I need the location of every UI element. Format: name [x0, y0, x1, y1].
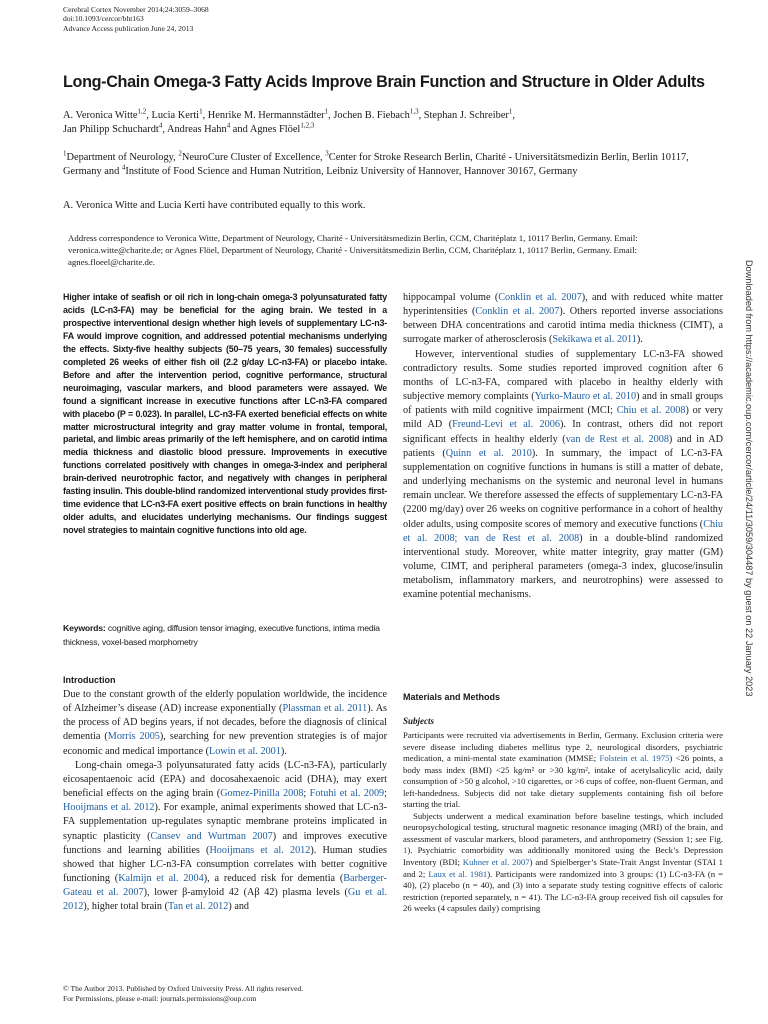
text-run: ). In summary, the impact of LC-n3-FA supplementation on cognitive functions in humans is still a matter of debate, and underlying mechanisms on the systemic and neuronal level in humans remain unclear. We therefore assessed the effects of supplementary LC-n3-FA (2200 mg/day) over 26 weeks on cognitive performance in a cohort of healthy older adults, using composite scores of memory and executive functions (: [403, 447, 723, 530]
author-affiliation-mark: 1: [324, 107, 329, 116]
affiliations: [63, 151, 723, 179]
text-run: Long-chain omega-3 polyunsaturated fatty acids (LC-n3-FA), particularly eicosapentaenoic acid (EPA) and docosahexaenoic acid (DHA), may exert beneficial effects on the aging brain (: [63, 759, 387, 800]
equal-contribution-note: A. Veronica Witte and Lucia Kerti have contributed equally to this work.: [63, 200, 366, 211]
text-run: ) and improves executive functions and learning abilities (: [63, 830, 387, 856]
text-run: ;: [303, 788, 310, 800]
text-run: ). Others reported inverse associations between DHA concentrations and carotid intima media thickness (CIMT), a surrogate marker of atherosclerosis (: [403, 306, 723, 346]
journal-header: [63, 5, 209, 33]
affiliation-text: Institute of Food Science and Human Nutrition, Leibniz University of Hannover, Hannover 30167, Germany: [125, 166, 578, 177]
text-run: ) in a double-blind randomized interventional study. Moreover, white matter integrity, gray matter (GM) volume, CIMT, and peripheral parameters (omega-3 index, glucose/insulin metabolism, inflammatory markers, and neurotrophins) were assessed to examine potential mechanisms.: [403, 532, 723, 601]
citation-link[interactable]: Gu et al. 2012: [63, 887, 388, 913]
advance-access: Advance Access publication June 24, 2013: [63, 23, 194, 33]
abstract: Higher intake of seafish or oil rich in long-chain omega-3 polyunsaturated fatty acids (LC-n3-FA) may be beneficial for the aging brain. We tested in a prospective interventional design whether high levels of supplementary LC-n3-FA would improve cognition, and addressed potential mechanisms underlying the effects. Sixty-five healthy subjects (50–75 years, 30 females) successfully completed 26 weeks of either fish oil (2.2 g/day LC-n3-FA) or placebo intake. Before and after the intervention period, cognitive performance, structural neuroimaging, vascular markers, and blood parameters were assayed. We found a significant increase in executive functions after LC-n3-FA compared with placebo (P = 0.023). In parallel, LC-n3-FA exerted beneficial effects on white matter microstructural integrity and gray matter volume in frontal, temporal, parietal, and limbic areas primarily of the left hemisphere, and on carotid intima media thickness and diastolic blood pressure. Improvements in executive functions correlated positively with changes in omega-3-index and peripheral brain-derived neurotrophic factor, and negatively with changes in peripheral fasting insulin. This double-blind randomized interventional study provides first-time evidence that LC-n3-FA exert positive effects on brain functions in healthy older adults, and elucidates underlying mechanisms. Our findings suggest novel strategies to maintain cognitive functions into old age.: [63, 292, 387, 536]
journal-citation: Cerebral Cortex November 2014;24:3059–3068: [63, 5, 209, 14]
text-run: However, interventional studies of supplementary LC-n3-FA showed contradictory results. Some studies reported improved cognition after 6 months of LC-n3-FA, compared with placebo in healthy elderly with subjective memory complaints (: [403, 348, 723, 403]
citation-link[interactable]: Lowin et al. 2001: [208, 745, 281, 757]
text-run: ).: [280, 745, 287, 757]
author-affiliation-mark: 4: [226, 121, 231, 130]
author-affiliation-mark: 1,3: [409, 107, 419, 116]
subjects-body: [403, 730, 723, 915]
citation-link[interactable]: Hooijmans et al. 2012: [63, 802, 155, 814]
text-run: ), searching for new prevention strategies is of major economic and medical importance (: [63, 731, 388, 757]
text-run: Due to the constant growth of the elderly population worldwide, the incidence of Alzheimer’s disease (AD) increase exponentially (: [63, 689, 387, 715]
text-run: ), a reduced risk for dementia (: [203, 873, 344, 885]
affiliation-mark: 2: [178, 149, 182, 158]
author-affiliation-mark: 4: [158, 121, 163, 130]
paragraph: [63, 688, 387, 759]
author-list: A. Veronica Witte$^{1,2}$, Lucia Kerti$^1$, Henrike M. Hermannstädter$^1$, Jochen B. Fiebach$^{1,3}$, Stephan J. Schreiber$^1$, Jan Philipp Schuchardt$^4$, Andreas Hahn$^4$ and Agnes Flöel$^{1,2,3}$: [63, 107, 515, 135]
author-affiliation-mark: 1,2,3: [300, 121, 315, 130]
affiliation-mark: 4: [121, 163, 126, 172]
author-name: Jan Philipp Schuchardt: [63, 124, 159, 135]
text-run: ) <26 points, a body mass index (BMI) <25 kg/m² or >30 kg/m², intake of acetylsalicylic acid, daily consumption of >50 g alcohol, >10 cigarettes, or >6 cups of coffee, non-fluent German, and left-handedness. Subjects did not take dietary supplements containing fish oil before starting the trial.: [403, 753, 723, 810]
author-name: Agnes Flöel: [249, 124, 301, 135]
copyright-footer: [63, 984, 303, 1004]
citation-link[interactable]: Folstein et al. 1975: [599, 753, 670, 764]
correspondence-address: Address correspondence to Veronica Witte, Department of Neurology, Charité - Universitätsmedizin Berlin, CCM, Charitéplatz 1, 10117 Berlin, Germany. Email: veronica.witte@charite.de; or Agnes Flöel, Department of Neurology, Charité - Universitätsmedizin Berlin, CCM, Charitéplatz 1, 10117 Berlin, Germany. Email: agnes.floeel@charite.de.: [68, 233, 638, 267]
citation-link[interactable]: Freund-Levi et al. 2006: [452, 419, 560, 431]
doi: doi:10.1093/cercor/bht163: [63, 14, 144, 24]
paragraph: [403, 730, 723, 811]
introduction-body: [63, 688, 387, 915]
citation-link[interactable]: Tan et al. 2012: [167, 901, 229, 913]
text-run: ) or very mild AD (: [403, 405, 723, 431]
text-run: Participants were recruited via advertisements in Berlin, Germany. Exclusion criteria were severe disease including diabetes mellitus type 2, neurological disorders, psychiatric medication, a mini-mental state examination (MMSE;: [403, 730, 723, 764]
citation-link[interactable]: Plassman et al. 2011: [282, 703, 368, 715]
text-run: ).: [636, 334, 643, 346]
citation-link[interactable]: Chiu et al. 2008: [616, 405, 686, 417]
citation-link[interactable]: Quinn et al. 2010: [445, 447, 532, 459]
citation-link[interactable]: Sekikawa et al. 2011: [552, 334, 637, 346]
right-column-body: [403, 291, 723, 602]
text-run: ), and with reduced white matter hyperintensities (: [403, 292, 723, 318]
citation-link[interactable]: Kuhner et al. 2007: [462, 857, 530, 868]
citation-link[interactable]: Hooijmans et al. 2012: [209, 844, 311, 856]
author-affiliation-mark: 1: [199, 107, 203, 116]
citation-link[interactable]: Kalmijn et al. 2004: [118, 873, 204, 885]
paragraph: [403, 811, 723, 915]
citation-link[interactable]: Fotuhi et al. 2009: [309, 788, 385, 800]
text-run: ). Psychiatric comorbidity was additionally monitored using the Beck’s Depression Inventory (BDI;: [403, 845, 723, 868]
copyright-line: © The Author 2013. Published by Oxford University Press. All rights reserved.: [63, 984, 304, 993]
author-affiliation-mark: 1: [508, 107, 513, 116]
affiliation-mark: 1: [63, 149, 67, 158]
citation-link[interactable]: Chiu et al. 2008; van de Rest et al. 2008: [403, 518, 724, 544]
paragraph: [403, 291, 723, 348]
keywords-label: Keywords:: [63, 623, 106, 633]
article-title: Long-Chain Omega-3 Fatty Acids Improve Brain Function and Structure in Older Adults: [63, 73, 705, 91]
author-name: Andreas Hahn: [166, 124, 227, 135]
text-run: ). Human studies showed that higher LC-n3-FA consumption correlates with better cognitive functioning (: [63, 844, 387, 885]
citation-link[interactable]: Conklin et al. 2007: [475, 306, 560, 318]
author-name: A. Veronica Witte: [63, 110, 138, 121]
subjects-subheading: Subjects: [403, 716, 435, 726]
citation-link[interactable]: Barberger-Gateau et al. 2007: [63, 873, 387, 899]
text-run: ). For example, animal experiments showed that LC-n3-FA supplementation up-regulates synaptic membrane proteins implicated in synaptic plasticity (: [63, 802, 387, 842]
text-run: ) and: [228, 901, 250, 913]
affiliation-mark: 3: [325, 149, 329, 158]
figure-link[interactable]: 1: [403, 845, 408, 856]
affiliation-text: Department of Neurology,: [66, 152, 179, 163]
paragraph: [63, 759, 387, 915]
citation-link[interactable]: Laux et al. 1981: [428, 868, 488, 879]
text-run: ) and Spielberger’s State-Trait Angst Inventar (STAI 1 and 2;: [403, 857, 724, 879]
text-run: ) and in AD patients (: [403, 433, 723, 459]
text-run: Subjects underwent a medical examination before baseline testings, which included neuropsychological testing, structural magnetic resonance imaging (MRI) of the brain, and assessment of vascular markers, blood parameters, and anthropometry (Session 1; see Fig.: [403, 810, 723, 844]
paragraph: [403, 348, 723, 603]
citation-link[interactable]: Yurko-Mauro et al. 2010: [534, 391, 637, 403]
text-run: ), lower β-amyloid 42 (Aβ 42) plasma levels (: [143, 887, 348, 899]
text-run: ;: [384, 788, 387, 800]
affiliation-text: NeuroCure Cluster of Excellence,: [181, 152, 326, 163]
citation-link[interactable]: Cansev and Wurtman 2007: [150, 830, 273, 842]
citation-link[interactable]: Conklin et al. 2007: [498, 292, 582, 303]
author-name: Stephan J. Schreiber: [423, 110, 509, 121]
download-watermark: Downloaded from https://academic.oup.com/cercor/article/24/11/3059/304487 by guest on 22 January 2023: [744, 260, 754, 697]
citation-link[interactable]: Gomez-Pinilla 2008: [220, 788, 304, 800]
author-affiliation-mark: 1,2: [137, 107, 147, 116]
author-name: Lucia Kerti: [151, 110, 200, 121]
author-name: Henrike M. Hermannstädter: [207, 110, 325, 121]
text-run: ), higher total brain (: [83, 901, 168, 913]
text-run: ). Participants were randomized into 3 groups: (1) LC-n3-FA (n = 40), (2) placebo (n = 40), and (3) into a separate study testing cognitive effects of caloric restriction (reported separately, n = 41). The LC-n3-FA group received fish oil capsules for 26 weeks (4 capsules daily) comprising: [403, 868, 723, 914]
citation-link[interactable]: van de Rest et al. 2008: [565, 433, 669, 445]
text-run: ). As the process of AD begins years, if not decades, before the diagnosis of clinical dementia (: [63, 703, 388, 743]
text-run: ) and in small groups of patients with mild cognitive impairment (MCI;: [403, 391, 723, 417]
author-name: Jochen B. Fiebach: [333, 110, 410, 121]
affiliation-text: Center for Stroke Research Berlin, Charité - Universitätsmedizin Berlin, Berlin 10117, Germany and: [63, 152, 689, 177]
keywords: [63, 622, 387, 649]
introduction-heading: Introduction: [63, 675, 116, 685]
text-run: hippocampal volume (: [403, 292, 499, 303]
methods-heading: Materials and Methods: [403, 692, 501, 702]
citation-link[interactable]: Morris 2005: [107, 731, 160, 743]
text-run: ). In contrast, others did not report significant effects in healthy elderly (: [403, 419, 723, 445]
permissions-line: For Permissions, please e-mail: journals.permissions@oup.com: [63, 994, 257, 1003]
keywords-text: cognitive aging, diffusion tensor imaging, executive functions, intima media thickness, voxel-based morphometry: [63, 623, 380, 647]
